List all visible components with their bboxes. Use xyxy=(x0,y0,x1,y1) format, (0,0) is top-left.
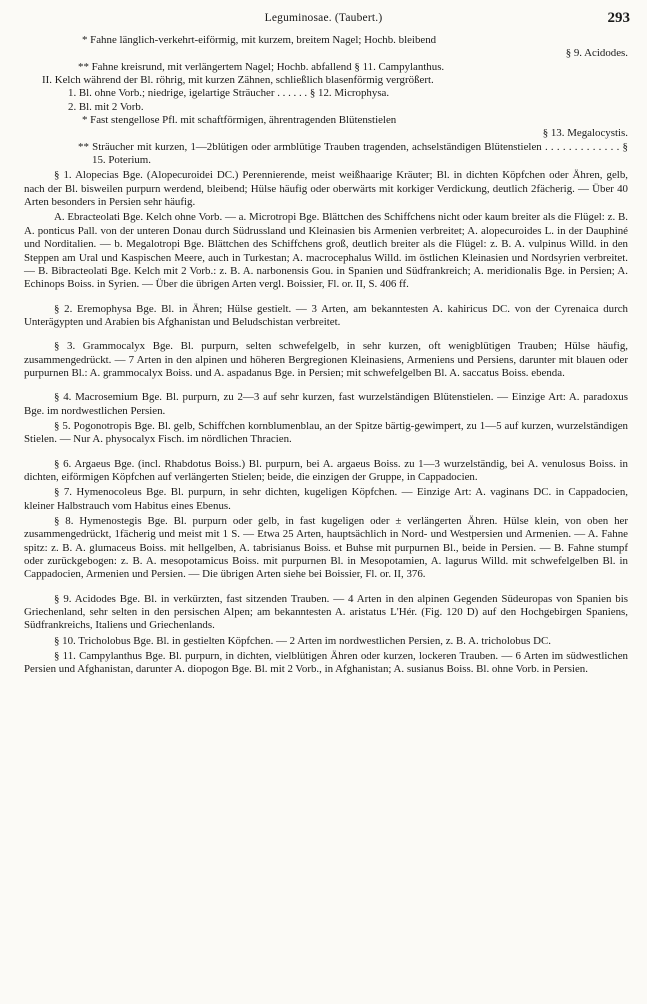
key-line: II. Kelch während der Bl. röhrig, mit kurzen Zähnen, schließlich blasenförmig vergrößert. xyxy=(42,74,434,87)
key-line: ** Fahne kreisrund, mit verlängertem Nagel; Hochb. abfallend § 11. Campylanthus. xyxy=(78,60,445,73)
section-paragraph: § 2. Eremophysa Bge. Bl. in Ähren; Hülse gestielt. — 3 Arten, am bekanntesten A. kahiricus DC. von der Cyrenaica durch Unterägypten und Arabien bis Afghanistan und Beludschistan verbreitet. xyxy=(24,302,628,328)
key-line: 1. Bl. ohne Vorb.; niedrige, igelartige Sträucher . . . . . . § 12. Microphysa. xyxy=(68,87,390,100)
section-paragraph: § 4. Macrosemium Bge. Bl. purpurn, zu 2—3 auf sehr kurzen, fast wurzelständigen Blütenstielen. — Einzige Art: A. paradoxus Bge. im nordwestlichen Persien. xyxy=(24,391,628,417)
section-paragraph: § 9. Acidodes Bge. Bl. in verkürzten, fast sitzenden Trauben. — 4 Arten in den alpinen Gegenden Südeuropas von Spanien bis Griechenland, sehr selten in den persischen Alpen; am bekanntesten A. aristatus L'Hér. (Fig. 120 D) auf den Hochgebirgen Spaniens, Südfrankreichs, Italiens und Griechenlands. xyxy=(24,592,628,632)
key-line: * Fast stengellose Pfl. mit schaftförmigen, ährentragenden Blütenstielen xyxy=(82,114,397,127)
section-paragraph: § 1. Alopecias Bge. (Alopecuroidei DC.) Perennierende, meist weißhaarige Kräuter; Bl. in dichten Köpfchen oder Ähren, gelb, nach der Bl. bisweilen purpurn werdend, bleibend; Hülse häufig oder oberwärts mit korkiger Verdickung, deutlich 2fächerig. — Über 40 Arten besonders in Persien sehr häufig. xyxy=(24,169,628,209)
running-title: Leguminosae. (Taubert.) xyxy=(264,12,383,24)
key-line: § 13. Megalocystis. xyxy=(542,127,628,140)
key-line: * Fahne länglich-verkehrt-eiförmig, mit kurzem, breitem Nagel; Hochb. bleibend xyxy=(82,34,437,46)
page-number: 293 xyxy=(607,10,630,26)
page-body xyxy=(24,34,628,677)
key-line: § 9. Acidodes. xyxy=(565,47,628,60)
section-paragraph: § 6. Argaeus Bge. (incl. Rhabdotus Boiss.) Bl. purpurn, bei A. argaeus Boiss. zu 1—3 wurzelständig, bei A. venulosus Boiss. in dichten, eiförmigen Köpfchen auf verlängerten Stielen; beide, die einzigen der Gruppe, in Cappadocien. xyxy=(24,457,628,483)
section-paragraph: § 7. Hymenocoleus Bge. Bl. purpurn, in sehr dichten, kugeligen Köpfchen. — Einzige Art: A. vaginans DC. in Cappadocien, kleiner Halbstrauch vom Habitus eines Ebenus. xyxy=(24,486,628,512)
section-paragraph: § 11. Campylanthus Bge. Bl. purpurn, in dichten, vielblütigen Ähren oder kurzen, lockeren Trauben. — 6 Arten im südwestlichen Persien und Afghanistan, darunter A. diopogon Bge. Bl. mit 2 Vorb., in Afghanistan; A. susianus Boiss. Bl. ohne Vorb. in Persien. xyxy=(24,650,628,676)
section-paragraph: § 8. Hymenostegis Bge. Bl. purpurn oder gelb, in fast kugeligen oder ± verlängerten Ähren. Hülse klein, von oben her zusammengedrückt, 1fächerig und meist mit 1 S. — Etwa 25 Arten, hauptsächlich in Nord- und Westpersien und Armenien. — A. Fahne spitz: z. B. A. glumaceus Boiss. mit hellgelben, A. tabrisianus Boiss. et Buhse mit purpurnen Bl., beide in Persien. — B. Fahne stumpf oder zurückgebogen: z. B. A. mesopotamicus Boiss. mit purpurnen Bl. in Mesopotamien, A. lagurus Willd. mit schwefelgelben Bl. in Cappadocien, Armenien und Persien. — Die übrigen Arten siehe bei Boissier, Fl. or. II, 376. xyxy=(24,515,628,581)
key-line: 2. Bl. mit 2 Vorb. xyxy=(68,100,144,113)
section-paragraph: A. Ebracteolati Bge. Kelch ohne Vorb. — a. Microtropi Bge. Blättchen des Schiffchens nicht oder kaum breiter als die Flügel: z. B. A. ponticus Pall. von der unteren Donau durch Südrussland und Kleinasien bis Armenien verbreitet; A. alopecuroides L. in der Dauphiné und Norditalien. — b. Megalotropi Bge. Blättchen des Schiffchens groß, deutlich breiter als die Flügel: z. B. A. vulpinus Willd. in den Steppen am Ural und Kaspischen Meere, auch in Turkestan; A. macrocephalus Willd. im östlichen Kleinasien und Nordsyrien verbreitet. — B. Bibracteolati Bge. Kelch mit 2 Vorb.: z. B. A. narbonensis Gou. in Spanien und Südfrankreich; A. meridionalis Bge. in Persien; A. Echinops Boiss. in Syrien. — Über die übrigen Arten vergl. Boissier, Fl. or. II, S. 406 ff. xyxy=(24,211,628,291)
page-header xyxy=(0,10,647,30)
section-paragraph: § 5. Pogonotropis Bge. Bl. gelb, Schiffchen kornblumenblau, an der Spitze bärtig-gewimpert, zu 1—5 auf kurzen, wurzelständigen Stielen. — Nur A. physocalyx Fisch. im nördlichen Thracien. xyxy=(24,419,628,446)
section-paragraph: § 3. Grammocalyx Bge. Bl. purpurn, selten schwefelgelb, in sehr kurzen, oft wenigblütigen Trauben; Hülse häufig, zusammengedrückt. — 7 Arten in den alpinen und höheren Bergregionen Kleinasiens, Armeniens und Persiens, darunter mit blauen oder purpurnen Bl.: A. grammocalyx Boiss. und A. aspadanus Bge. in Persien; mit schwefelgelben Bl. A. saccatus Boiss. ebenda. xyxy=(24,340,628,379)
key-line: ** Sträucher mit kurzen, 1—2blütigen oder armblütige Trauben tragenden, achselständigen Blütenstielen . . . . . . . . . . . . . § 15. Poterium. xyxy=(78,140,628,167)
section-paragraph: § 10. Tricholobus Bge. Bl. in gestielten Köpfchen. — 2 Arten im nordwestlichen Persien, z. B. A. tricholobus DC. xyxy=(54,634,551,647)
